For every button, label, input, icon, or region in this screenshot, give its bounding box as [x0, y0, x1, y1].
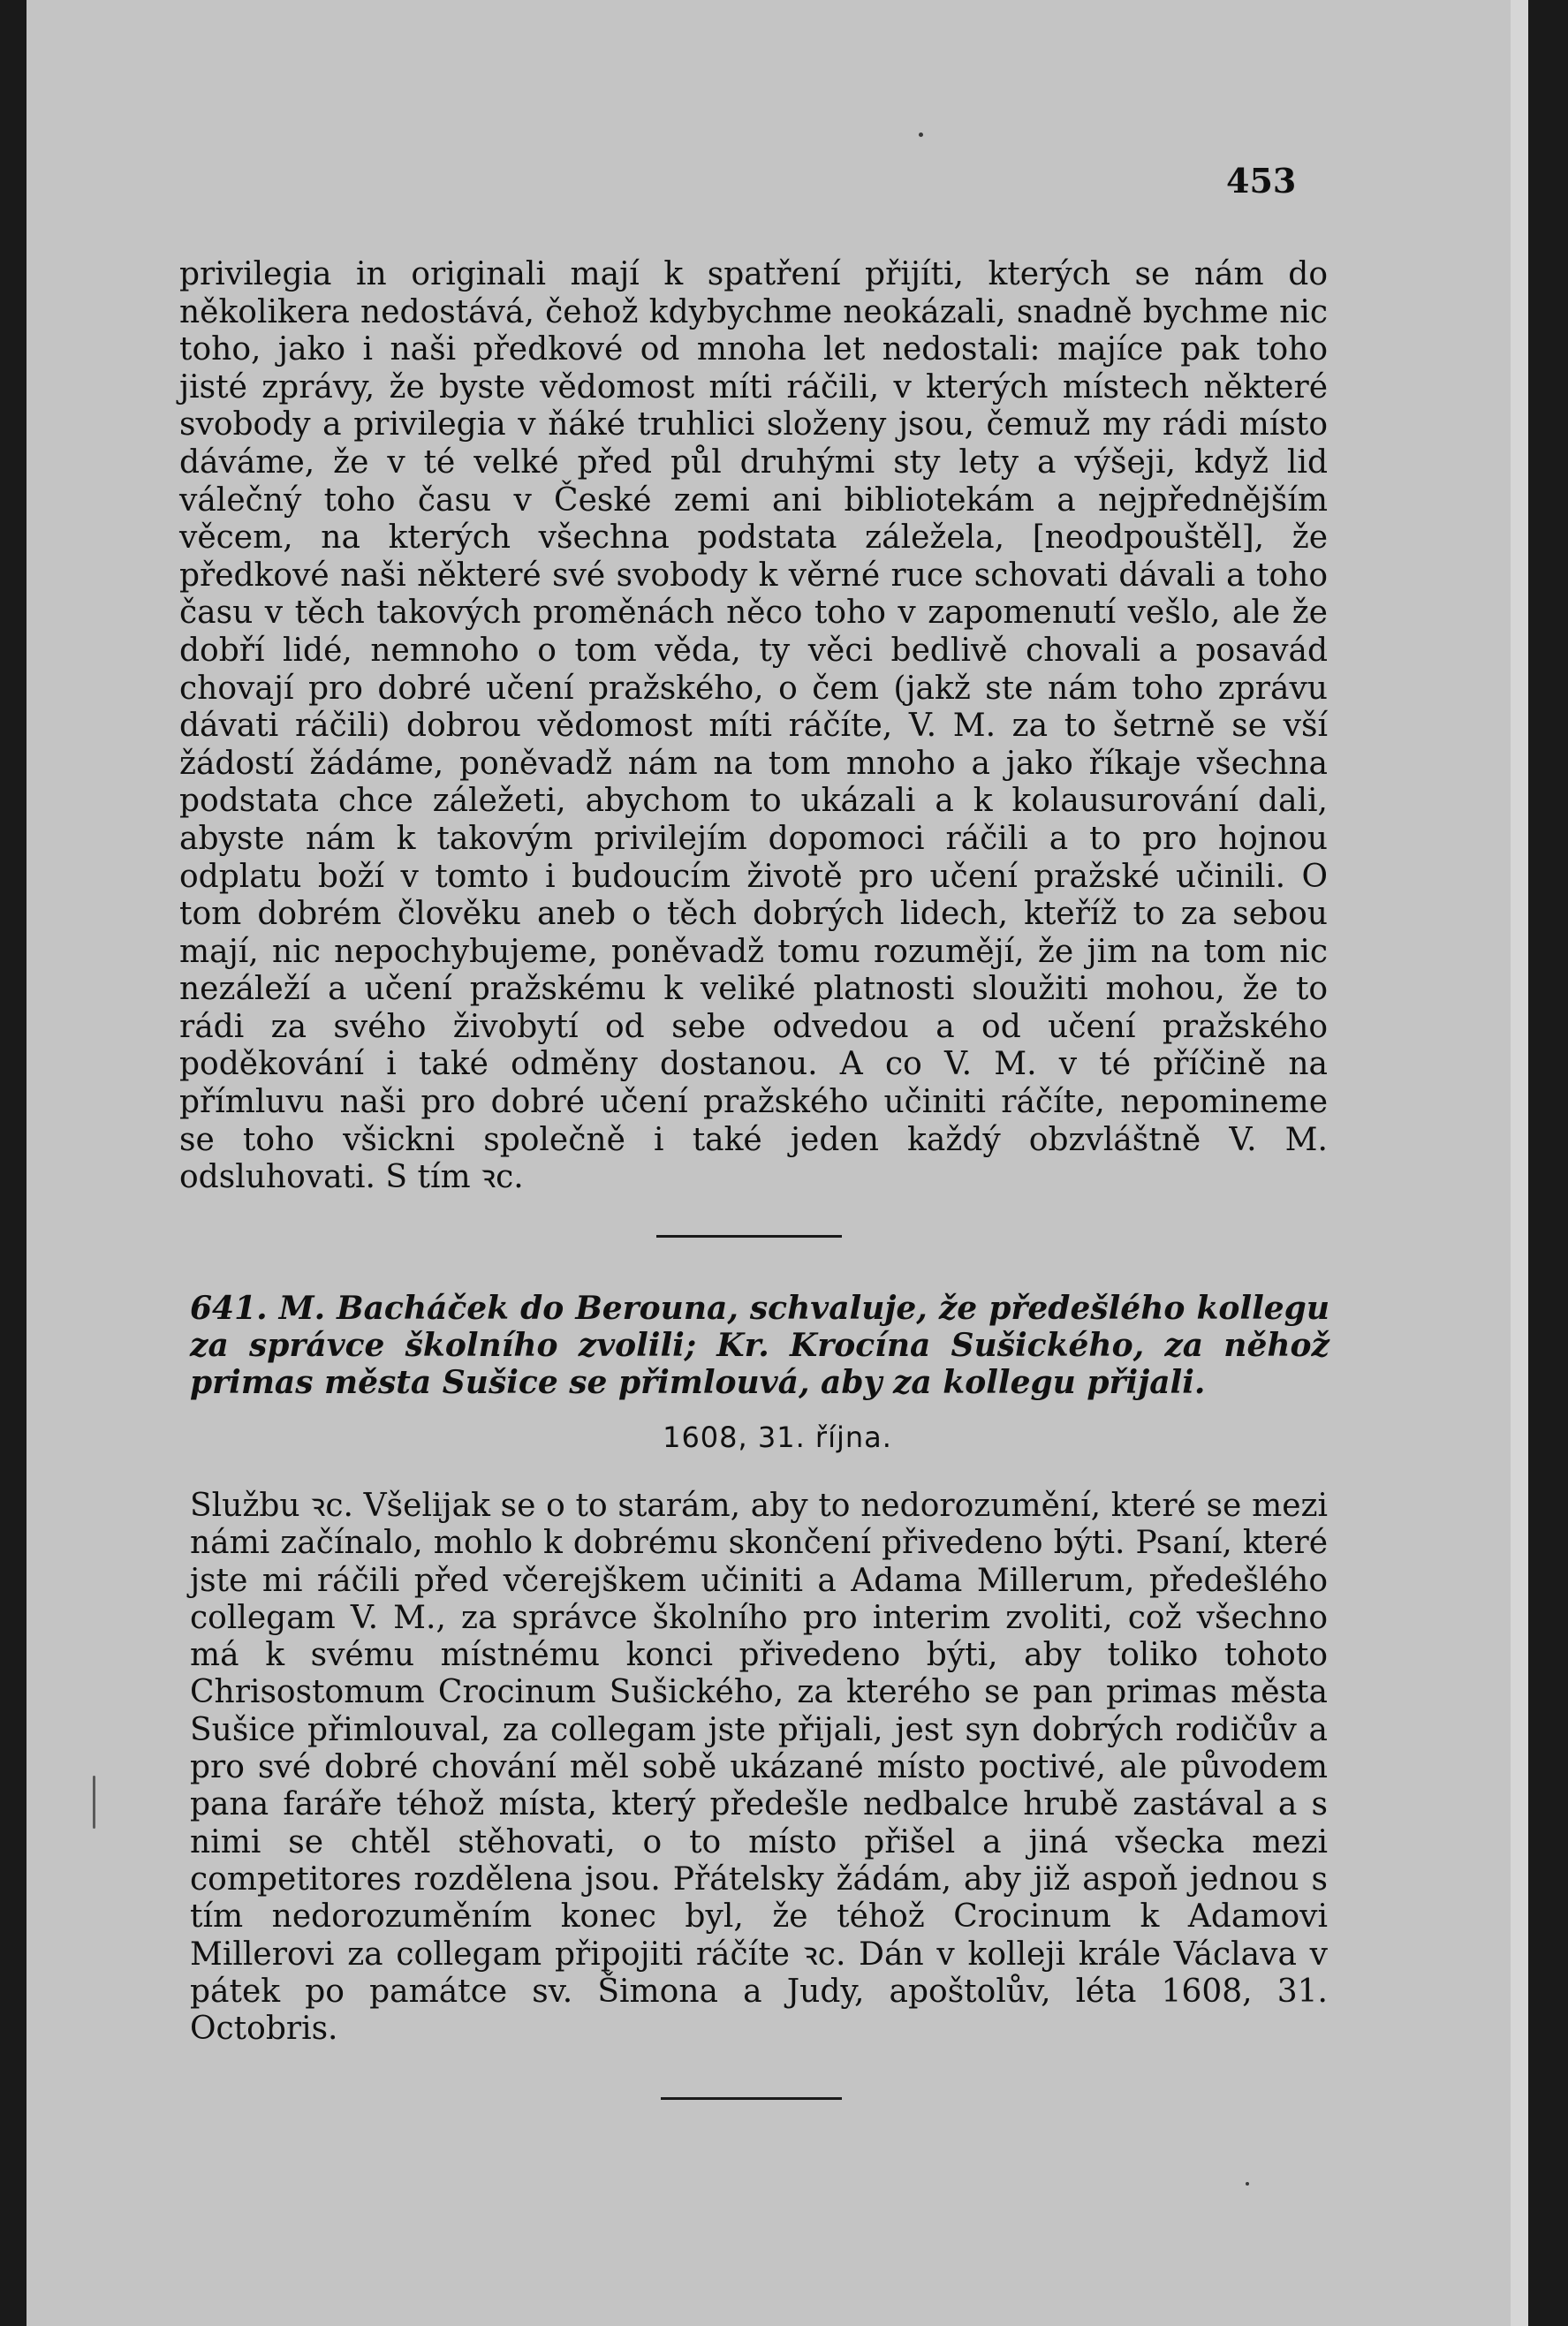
letter-heading [190, 1290, 1329, 1401]
document-page [27, 0, 1528, 2326]
letter-body: Službu ꝛc. Všelijak se o to starám, aby to nedorozumění, které se mezi námi začínalo, mohlo k dobrému skončení přivedeno býti. Psaní, které jste mi ráčili před včerejškem učiniti a Adama Millerum, předešlého collegam V. M., za správce školního pro interim zvoliti, což všechno má k svému místnému konci přivedeno býti, aby toliko tohoto Chrisostomum Crocinum Sušického, za kterého se pan primas města Sušice přimlouval, za collegam jste přijali, jest syn dobrých rodičův a pro své dobré chování měl sobě ukázané místo poctivé, ale původem pana faráře téhož místa, který předešle nedbalce hrubě zastával a s nimi se chtěl stěhovati, o to místo přišel a jiná všecka mezi competitores rozdělena jsou. Přátelsky žádám, aby již aspoň jednou s tím nedorozuměním konec byl, že téhož Crocinum k Adamovi Millerovi za collegam připojiti ráčíte ꝛc. Dán v kolleji krále Václava v pátek po památce sv. Šimona a Judy, apoštolův, léta 1608, 31. Octobris. [190, 1488, 1328, 2048]
section-divider [656, 1235, 842, 1238]
letter-heading-text: M. Bacháček do Berouna, schvaluje, že předešlého kollegu za správce školního zvolili; Kr. Krocína Sušického, za něhož primas města Sušice se přimlouvá, aby za kollegu přijali. [190, 1290, 1329, 1401]
end-divider [661, 2097, 842, 2100]
letter-date: 1608, 31. října. [663, 1421, 892, 1454]
paper-speck [919, 133, 923, 137]
paper-speck [1246, 2182, 1249, 2186]
letter-number: 641. [190, 1290, 268, 1327]
page-number: 453 [1226, 161, 1297, 201]
continuation-paragraph: privilegia in originali mají k spatření přijíti, kterých se nám do několikera nedostává, čehož kdybychme neokázali, snadně bychme nic toho, jako i naši předkové od mnoha let nedostali: majíce pak toho jisté zprávy, že byste vědomost míti ráčili, v kterých místech některé svobody a privilegia v ňáké truhlici složeny jsou, čemuž my rádi místo dáváme, že v té velké před půl druhými sty lety a výšeji, když lid válečný toho času v České zemi ani bibliotekám a nejpřednějším věcem, na kterých všechna podstata záležela, [neodpouštěl], že předkové naši některé své svobody k věrné ruce schovati dávali a toho času v těch takových proměnách něco toho v zapomenutí vešlo, ale že dobří lidé, nemnoho o tom věda, ty věci bedlivě chovali a posavád chovají pro dobré učení pražského, o čem (jakž ste nám toho zprávu dávati ráčili) dobrou vědomost míti ráčíte, V. M. za to šetrně se vší žádostí žádáme, poněvadž nám na tom mnoho a jako říkaje všechna podstata chce záležeti, abychom to ukázali a k kolausurování dali, abyste nám k takovým privilejím dopomoci ráčili a to pro hojnou odplatu boží v tomto i budoucím životě pro učení pražské učinili. O tom dobrém člověku aneb o těch dobrých lidech, kteříž to za sebou mají, nic nepochybujeme, poněvadž tomu rozumějí, že jim na tom nic nezáleží a učení pražskému k veliké platnosti sloužiti mohou, že to rádi za svého živobytí od sebe odvedou a od učení pražského poděkování i také odměny dostanou. A co V. M. v té příčině na přímluvu naši pro dobré učení pražského učiniti ráčíte, nepomineme se toho všickni společně i také jeden každý obzvláštně V. M. odsluhovati. S tím ꝛc. [179, 256, 1328, 1196]
paper-speck [93, 1776, 95, 1829]
